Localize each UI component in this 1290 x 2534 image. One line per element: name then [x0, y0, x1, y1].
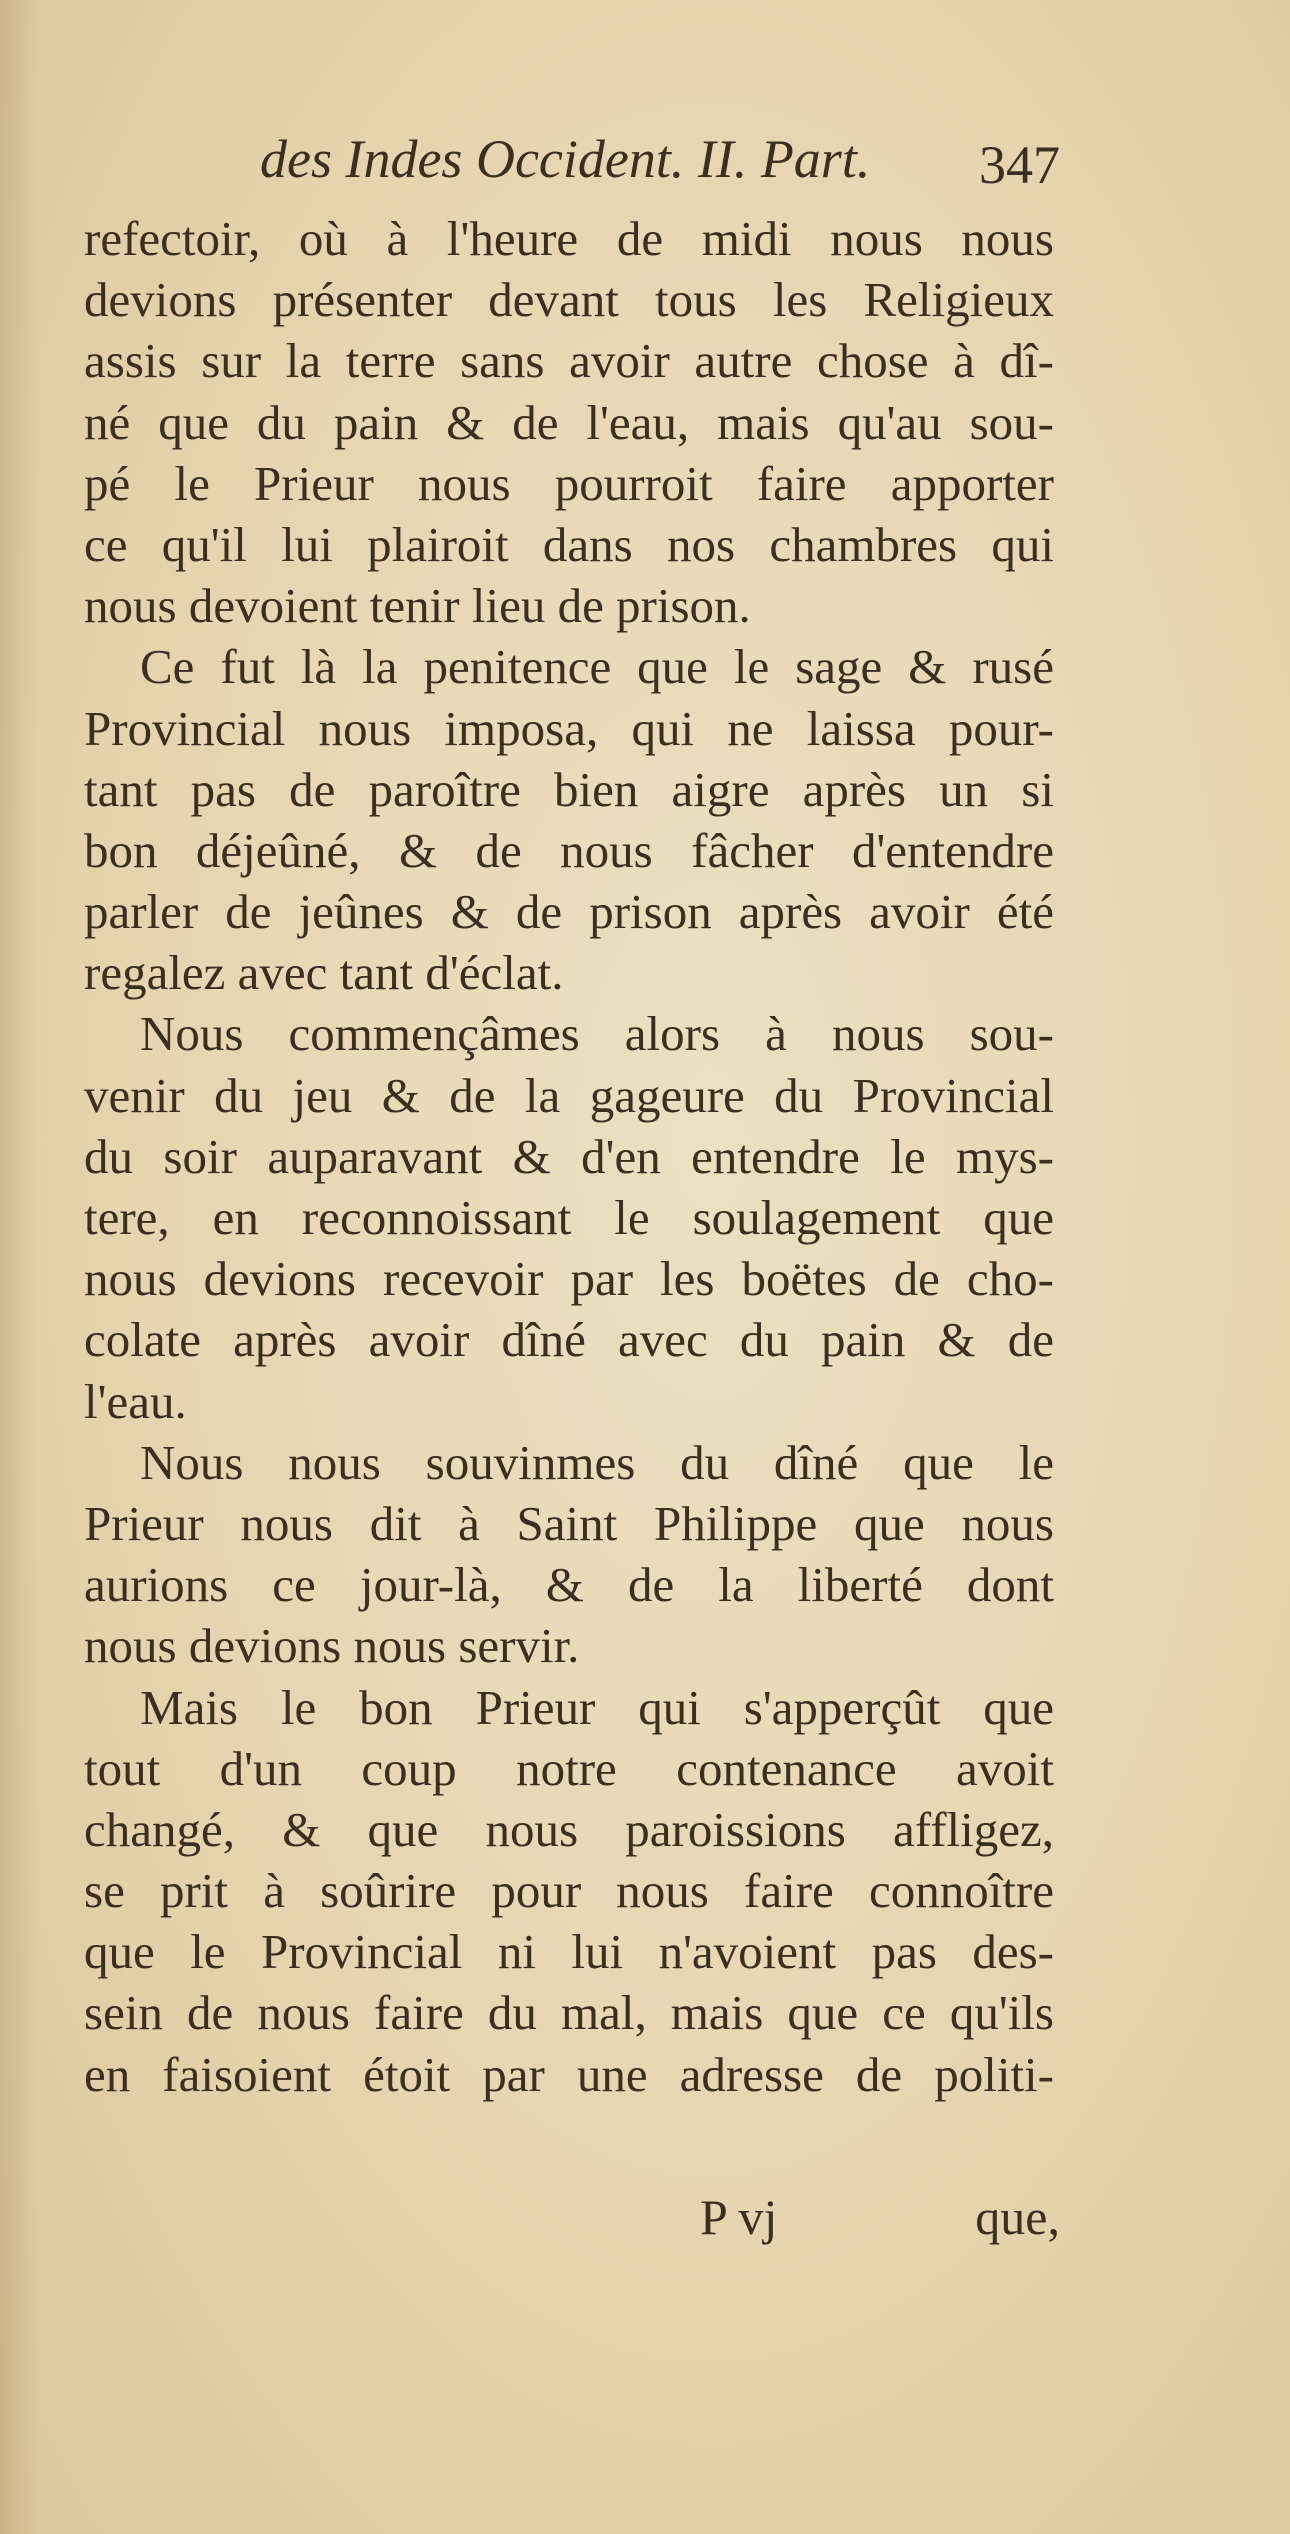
text-line: sein de nous faire du mal, mais que ce qu'ils [84, 1985, 1054, 2041]
page-footer [700, 2188, 1060, 2258]
text-line: nous devions nous servir. [84, 1618, 580, 1674]
text-line: regalez avec tant d'éclat. [84, 945, 564, 1001]
text-line: nous devoient tenir lieu de prison. [84, 578, 751, 634]
paragraph-start-line: Nous nous souvinmes du dîné que le [140, 1434, 1054, 1490]
running-head: des Indes Occident. II. Part. [260, 129, 871, 189]
text-line: venir du jeu & de la gageure du Provincial [84, 1067, 1054, 1123]
text-line: en faisoient étoit par une adresse de politi- [84, 2046, 1054, 2102]
text-line: l'eau. [84, 1373, 187, 1429]
text-line: aurions ce jour-là, & de la liberté dont [84, 1557, 1054, 1613]
paragraph-start-line: Nous commençâmes alors à nous sou- [140, 1006, 1054, 1062]
text-line: colate après avoir dîné avec du pain & de [84, 1312, 1054, 1368]
text-line: que le Provincial ni lui n'avoient pas des- [84, 1924, 1054, 1980]
signature-mark: P vj [700, 2189, 778, 2245]
text-line: parler de jeûnes & de prison après avoir été [84, 884, 1054, 940]
body-text [84, 208, 1054, 2105]
text-line: tere, en reconnoissant le soulagement que [84, 1190, 1054, 1245]
text-line: se prit à soûrire pour nous faire connoître [84, 1863, 1054, 1919]
text-line: ce qu'il lui plairoit dans nos chambres qui [84, 516, 1054, 572]
text-line: Provincial nous imposa, qui ne laissa pour- [84, 700, 1054, 756]
text-line: changé, & que nous paroissions affligez, [84, 1801, 1054, 1857]
text-line: pé le Prieur nous pourroit faire apporter [84, 455, 1054, 511]
text-line: devions présenter devant tous les Religieux [84, 272, 1054, 328]
text-line: tant pas de paroître bien aigre après un si [84, 761, 1054, 817]
paragraph-start-line: Ce fut là la penitence que le sage & rusé [140, 639, 1054, 695]
text-line: tout d'un coup notre contenance avoit [84, 1740, 1054, 1796]
text-line: bon déjeûné, & de nous fâcher d'entendre [84, 822, 1054, 878]
paragraph-start-line: Mais le bon Prieur qui s'apperçût que [140, 1679, 1054, 1735]
text-line: Prieur nous dit à Saint Philippe que nous [84, 1495, 1054, 1551]
page-header [260, 128, 1060, 198]
page-number: 347 [979, 135, 1060, 195]
text-line: du soir auparavant & d'en entendre le mys- [84, 1128, 1054, 1184]
text-line: refectoir, où à l'heure de midi nous nous [84, 211, 1054, 266]
text-line: nous devions recevoir par les boëtes de cho- [84, 1251, 1054, 1307]
text-line: né que du pain & de l'eau, mais qu'au sou- [84, 394, 1054, 450]
catchword: que, [975, 2189, 1060, 2245]
text-line: assis sur la terre sans avoir autre chose à dî- [84, 333, 1054, 389]
